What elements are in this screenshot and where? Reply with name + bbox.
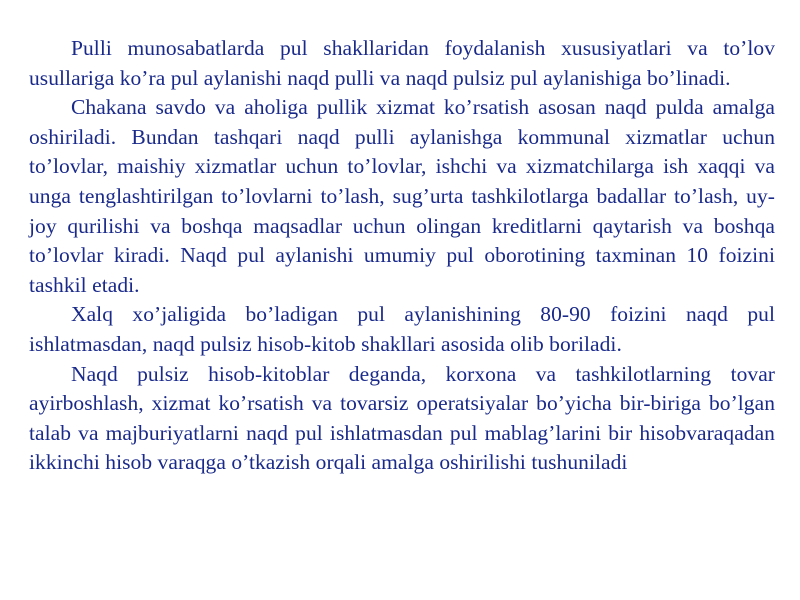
paragraph-4: Naqd pulsiz hisob-kitoblar deganda, korxona va tashkilotlarning tovar ayirboshlash, xizmat ko’rsatish va tovarsiz operatsiyalar bo’yicha bir-biriga bo’lgan talab va majburiyatlarni naqd pul ishlatmasdan pul mablag’larini bir hisobvaraqadan ikkinchi hisob varaqga o’tkazish orqali amalga oshirilishi tushuniladi [29,361,775,475]
paragraph-1: Pulli munosabatlarda pul shakllaridan foydalanish xususiyatlari va to’lov usullariga ko’ra pul aylanishi naqd pulli va naqd pulsiz pul aylanishiga bo’linadi. [29,36,775,90]
paragraph-2: Chakana savdo va aholiga pullik xizmat ko’rsatish asosan naqd pulda amalga oshiriladi. Bundan tashqari naqd pulli aylanishga kommunal xizmatlar uchun to’lovlar, maishiy xizmatlar uchun to’lovlar, ishchi va xizmatchilarga ish xaqqi va unga tenglashtirilgan to’lovlarni to’lash, sug’urta tashkilotlarga badallar to’lash, uy-joy qurilishi va boshqa maqsadlar uchun olingan kreditlarni qaytarish va boshqa to’lovlar kiradi. Naqd pul aylanishi umumiy pul oborotining taxminan 10 foizini tashkil etadi. [29,95,775,297]
paragraph-3: Xalq xo’jaligida bo’ladigan pul aylanishining 80-90 foizini naqd pul ishlatmasdan, naqd pulsiz hisob-kitob shakllari asosida olib boriladi. [29,302,775,356]
